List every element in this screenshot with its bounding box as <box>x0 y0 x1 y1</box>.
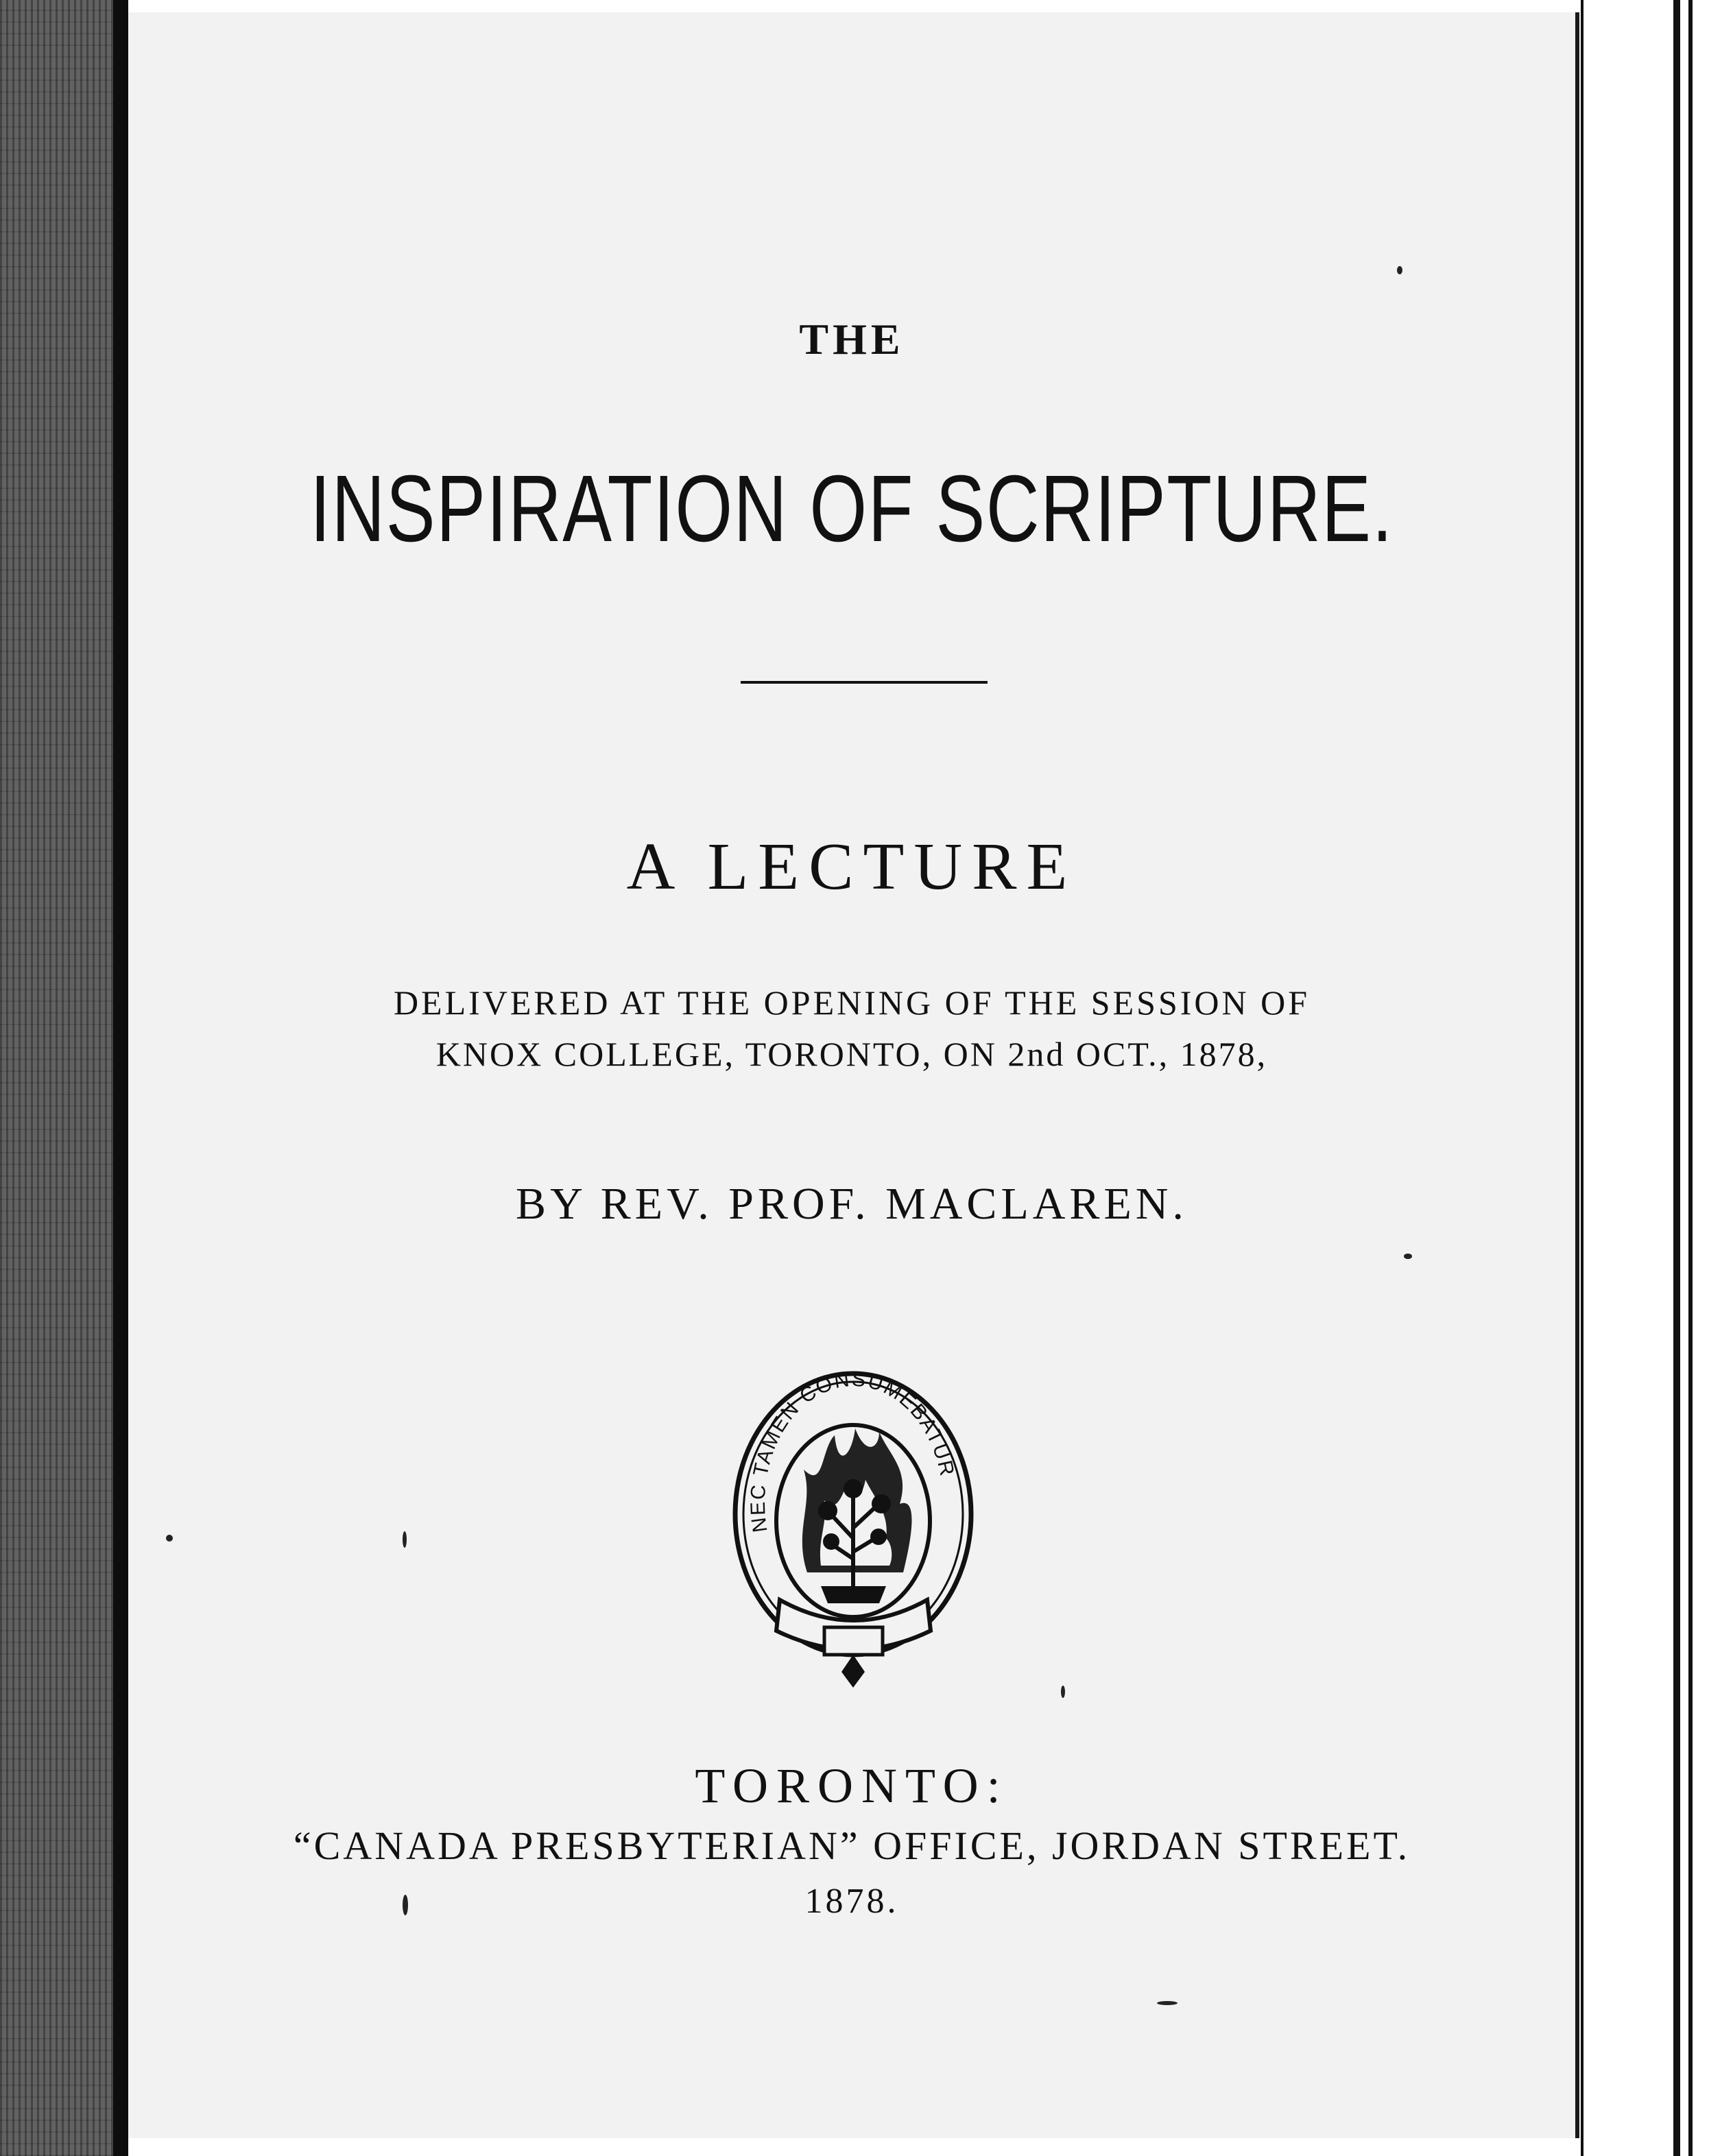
page-edge-line <box>1581 0 1583 2156</box>
book-binding <box>0 0 117 2156</box>
imprint-year: 1878. <box>804 1882 899 1921</box>
imprint-publisher: “CANADA PRESBYTERIAN” OFFICE, JORDAN STREET. <box>293 1823 1411 1868</box>
title-rule <box>741 681 988 684</box>
scan-speck <box>403 1531 407 1548</box>
scan-speck <box>1061 1686 1065 1698</box>
page-edge-line <box>1673 0 1680 2156</box>
seal-motto: NEC TAMEN CONSUMEBATUR <box>746 1367 959 1534</box>
title-page <box>128 12 1579 2138</box>
scan-speck <box>1157 2001 1178 2005</box>
scan-speck <box>166 1535 173 1542</box>
occasion-line-1: DELIVERED AT THE OPENING OF THE SESSION OF <box>393 983 1311 1022</box>
imprint-city: TORONTO: <box>695 1758 1009 1813</box>
book-title: INSPIRATION OF SCRIPTURE. <box>310 456 1394 562</box>
title-article: THE <box>799 315 905 363</box>
occasion-line-2: KNOX COLLEGE, TORONTO, ON 2nd OCT., 1878, <box>435 1035 1268 1073</box>
scan-speck <box>403 1895 408 1915</box>
author-line: BY REV. PROF. MACLAREN. <box>516 1179 1188 1229</box>
binding-edge <box>113 0 128 2156</box>
college-seal <box>725 1367 982 1692</box>
scan-speck <box>1397 266 1402 274</box>
subtitle: A LECTURE <box>626 830 1077 904</box>
scan-speck <box>1404 1254 1412 1259</box>
page-edge-line <box>1688 0 1693 2156</box>
